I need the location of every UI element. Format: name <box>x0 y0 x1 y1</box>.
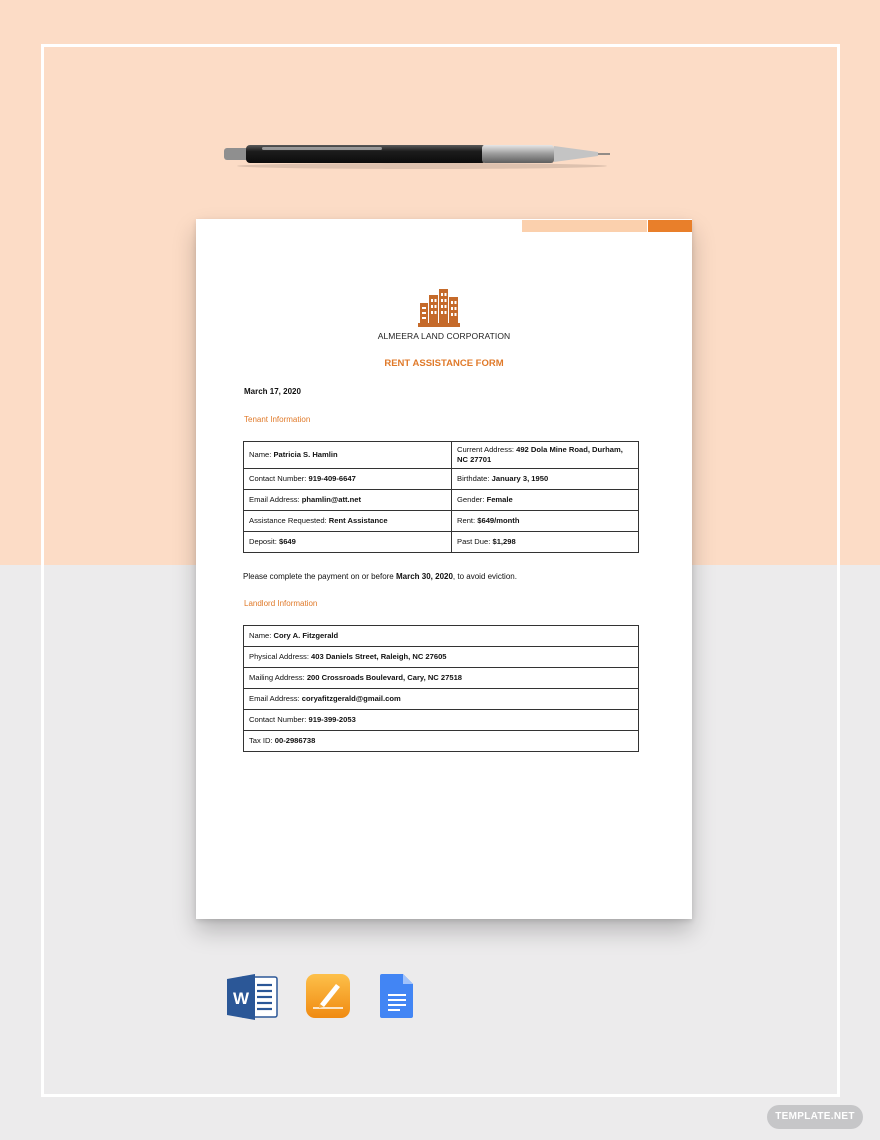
tenant-info-table <box>243 441 639 553</box>
table-row <box>244 668 639 689</box>
landlord-contact-cell: Contact Number: 919-399-2053 <box>244 710 639 731</box>
template-net-watermark: TEMPLATE.NET <box>767 1105 863 1129</box>
table-row <box>244 710 639 731</box>
landlord-section-heading: Landlord Information <box>244 599 318 608</box>
table-row <box>244 647 639 668</box>
tenant-past-due-cell: Past Due: $1,298 <box>452 532 639 553</box>
table-row <box>244 490 639 511</box>
form-date: March 17, 2020 <box>244 387 301 396</box>
tenant-name-cell: Name: Patricia S. Hamlin <box>244 442 452 469</box>
pages-icon[interactable] <box>305 973 351 1019</box>
table-row <box>244 626 639 647</box>
tenant-assistance-cell: Assistance Requested: Rent Assistance <box>244 511 452 532</box>
building-logo-icon <box>418 287 460 329</box>
tenant-rent-cell: Rent: $649/month <box>452 511 639 532</box>
rent-assistance-form <box>196 219 692 919</box>
landlord-physical-address-cell: Physical Address: 403 Daniels Street, Raleigh, NC 27605 <box>244 647 639 668</box>
table-row <box>244 689 639 710</box>
accent-stripe-light <box>522 220 647 232</box>
form-title: RENT ASSISTANCE FORM <box>384 358 504 369</box>
tenant-deposit-cell: Deposit: $649 <box>244 532 452 553</box>
payment-note: Please complete the payment on or before March 30, 2020, to avoid eviction. <box>243 572 517 581</box>
tenant-gender-cell: Gender: Female <box>452 490 639 511</box>
landlord-info-table <box>243 625 639 752</box>
table-row <box>244 532 639 553</box>
landlord-name-cell: Name: Cory A. Fitzgerald <box>244 626 639 647</box>
tenant-section-heading: Tenant Information <box>244 415 311 424</box>
company-name: ALMEERA LAND CORPORATION <box>377 331 511 341</box>
word-icon[interactable] <box>227 973 279 1021</box>
tenant-birthdate-cell: Birthdate: January 3, 1950 <box>452 469 639 490</box>
table-row <box>244 511 639 532</box>
tenant-address-cell: Current Address: 492 Dola Mine Road, Durham, NC 27701 <box>452 442 639 469</box>
tenant-email-cell: Email Address: phamlin@att.net <box>244 490 452 511</box>
table-row <box>244 731 639 752</box>
landlord-email-cell: Email Address: coryafitzgerald@gmail.com <box>244 689 639 710</box>
table-row <box>244 442 639 469</box>
table-row <box>244 469 639 490</box>
landlord-mailing-address-cell: Mailing Address: 200 Crossroads Boulevard, Cary, NC 27518 <box>244 668 639 689</box>
google-docs-icon[interactable] <box>380 973 414 1019</box>
accent-stripe-dark <box>648 220 692 232</box>
tenant-contact-cell: Contact Number: 919-409-6647 <box>244 469 452 490</box>
pen-image <box>222 138 617 172</box>
landlord-tax-id-cell: Tax ID: 00-2986738 <box>244 731 639 752</box>
word-letter: W <box>232 989 250 1008</box>
